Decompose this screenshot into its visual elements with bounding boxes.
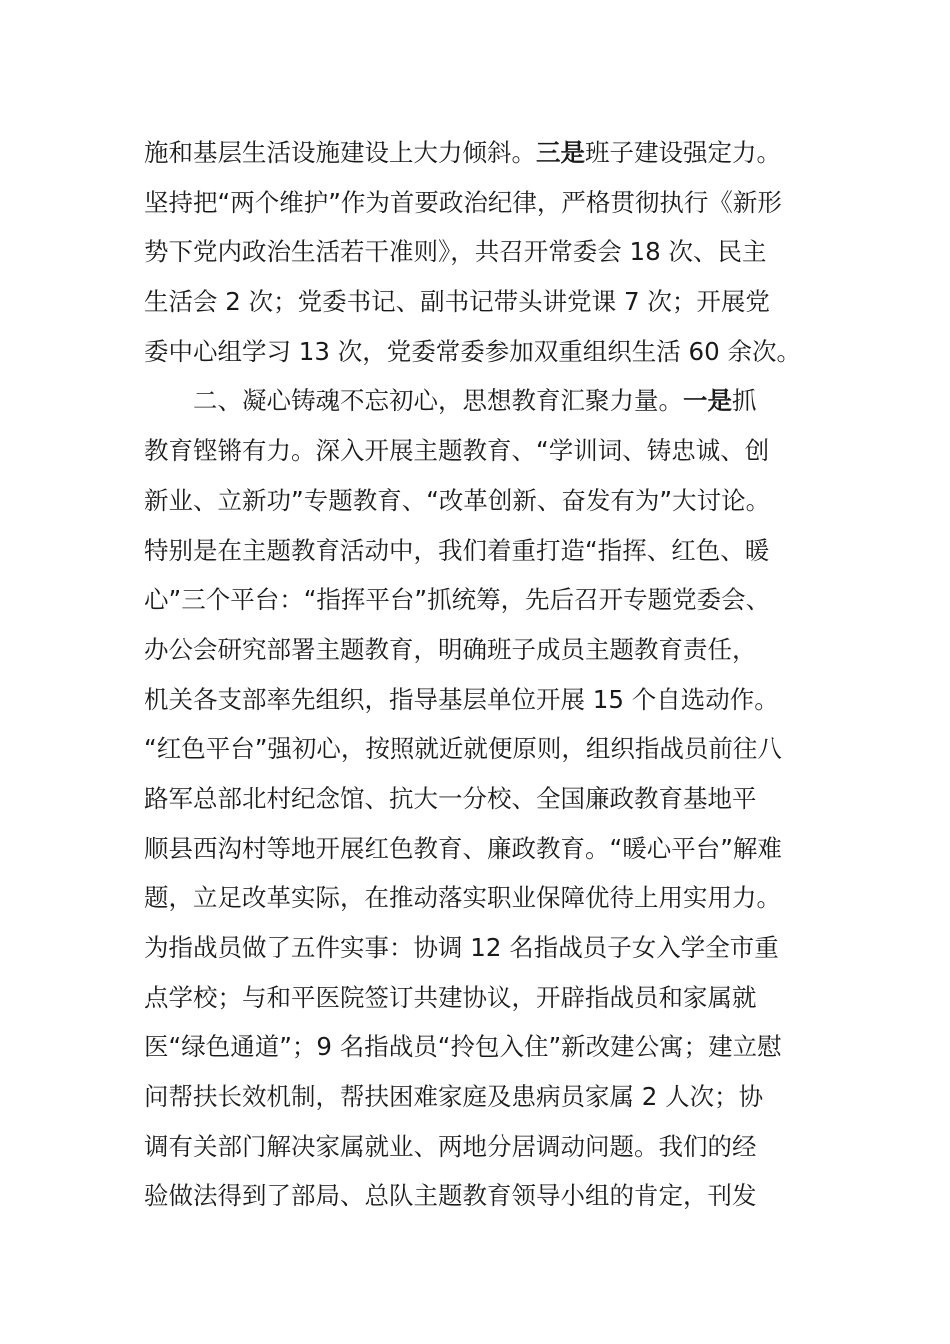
text-segment: 心”三个平台：“指挥平台”抓统筹，先后召开专题党委会、 bbox=[144, 585, 771, 615]
text-segment: 委中心组学习 13 次，党委常委参加双重组织生活 60 余次。 bbox=[144, 336, 801, 366]
text-line bbox=[144, 1122, 834, 1172]
text-segment: 验做法得到了部局、总队主题教育领导小组的肯定，刊发 bbox=[144, 1181, 757, 1211]
document-body bbox=[144, 128, 834, 1221]
text-segment: 抓 bbox=[732, 386, 757, 416]
text-segment: 班子建设强定力。 bbox=[585, 138, 781, 167]
text-line bbox=[144, 526, 834, 576]
text-segment: 医“绿色通道”；9 名指战员“拎包入住”新改建公寓；建立慰 bbox=[144, 1032, 782, 1062]
text-line bbox=[144, 426, 834, 476]
text-segment: 办公会研究部署主题教育，明确班子成员主题教育责任， bbox=[144, 634, 757, 664]
text-line bbox=[144, 973, 834, 1023]
text-segment: 施和基层生活设施建设上大力倾斜。 bbox=[144, 138, 536, 167]
text-line bbox=[144, 277, 834, 327]
bold-text-segment: 三是 bbox=[536, 138, 585, 167]
text-segment: 路军总部北村纪念馆、抗大一分校、全国廉政教育基地平 bbox=[144, 783, 757, 813]
text-segment: 点学校；与和平医院签订共建协议，开辟指战员和家属就 bbox=[144, 982, 757, 1012]
text-line bbox=[144, 178, 834, 228]
text-line bbox=[144, 327, 834, 377]
text-line bbox=[144, 824, 834, 874]
text-line bbox=[144, 873, 834, 923]
text-line bbox=[144, 376, 834, 426]
text-segment: 问帮扶长效机制，帮扶困难家庭及患病员家属 2 人次；协 bbox=[144, 1082, 764, 1112]
text-segment: 生活会 2 次；党委书记、副书记带头讲党课 7 次；开展党 bbox=[144, 287, 770, 317]
text-line bbox=[144, 724, 834, 774]
text-segment: “红色平台”强初心，按照就近就便原则，组织指战员前往八 bbox=[144, 734, 782, 764]
text-segment: 为指战员做了五件实事：协调 12 名指战员子女入学全市重 bbox=[144, 933, 779, 962]
text-line bbox=[144, 625, 834, 675]
text-segment: 势下党内政治生活若干准则》，共召开常委会 18 次、民主 bbox=[144, 237, 767, 267]
text-line bbox=[144, 1022, 834, 1072]
text-segment: 新业、立新功”专题教育、“改革创新、奋发有为”大讨论。 bbox=[144, 485, 771, 515]
text-line bbox=[144, 1171, 834, 1221]
text-line bbox=[144, 675, 834, 725]
text-segment: 题，立足改革实际，在推动落实职业保障优待上用实用力。 bbox=[144, 883, 781, 913]
text-line bbox=[144, 128, 834, 178]
text-line bbox=[144, 923, 834, 973]
text-line bbox=[144, 476, 834, 526]
text-line bbox=[144, 575, 834, 625]
text-line bbox=[144, 1072, 834, 1122]
text-segment: 二、凝心铸魂不忘初心，思想教育汇聚力量。 bbox=[193, 386, 683, 416]
text-segment: 调有关部门解决家属就业、两地分居调动问题。我们的经 bbox=[144, 1131, 757, 1161]
text-segment: 坚持把“两个维护”作为首要政治纪律，严格贯彻执行《新形 bbox=[144, 187, 782, 217]
text-segment: 特别是在主题教育活动中，我们着重打造“指挥、红色、暖 bbox=[144, 535, 770, 565]
text-line bbox=[144, 227, 834, 277]
text-segment: 机关各支部率先组织，指导基层单位开展 15 个自选动作。 bbox=[144, 684, 779, 714]
bold-text-segment: 一是 bbox=[683, 386, 732, 416]
text-segment: 教育铿锵有力。深入开展主题教育、“学训词、铸忠诚、创 bbox=[144, 436, 770, 466]
text-segment: 顺县西沟村等地开展红色教育、廉政教育。“暖心平台”解难 bbox=[144, 833, 782, 863]
text-line bbox=[144, 774, 834, 824]
